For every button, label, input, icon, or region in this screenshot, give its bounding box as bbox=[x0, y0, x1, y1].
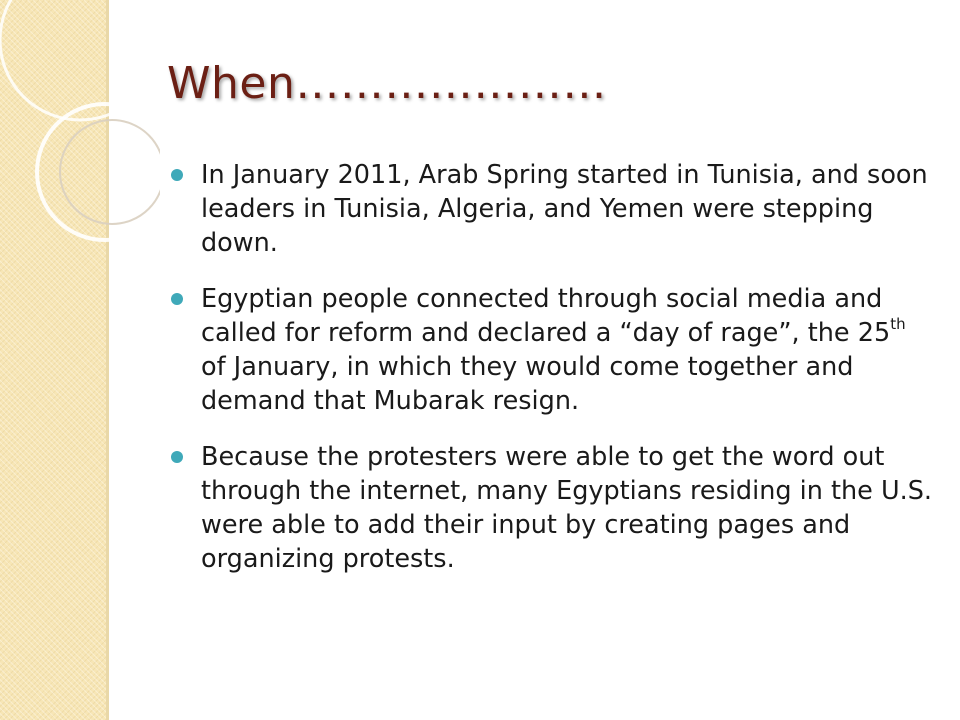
bullet-superscript: th bbox=[890, 315, 906, 333]
outer-circle-ring bbox=[0, 0, 160, 120]
inner-circle-ring bbox=[60, 120, 160, 224]
bullet-dot-icon bbox=[171, 451, 183, 463]
bullet-text-before: Egyptian people connected through social media and called for reform and declared a “day of rage”, the 25 bbox=[201, 284, 891, 348]
bullet-text: Because the protesters were able to get the word out through the internet, many Egyptians residing in the U.S. were able to add their input by creating pages and organizing protests. bbox=[201, 442, 933, 574]
concentric-circles-decoration bbox=[0, 0, 160, 260]
bullet-dot-icon bbox=[171, 293, 183, 305]
lower-circle-ring bbox=[37, 104, 160, 240]
bullet-item bbox=[168, 440, 938, 576]
bullet-item bbox=[168, 282, 938, 418]
bullet-list bbox=[168, 158, 938, 598]
slide-title: When………………… bbox=[167, 58, 607, 109]
bullet-dot-icon bbox=[171, 169, 183, 181]
bullet-text: In January 2011, Arab Spring started in Tunisia, and soon leaders in Tunisia, Algeria, and Yemen were stepping down. bbox=[201, 160, 928, 258]
bullet-item bbox=[168, 158, 938, 260]
bullet-text-after: of January, in which they would come together and demand that Mubarak resign. bbox=[201, 352, 854, 416]
